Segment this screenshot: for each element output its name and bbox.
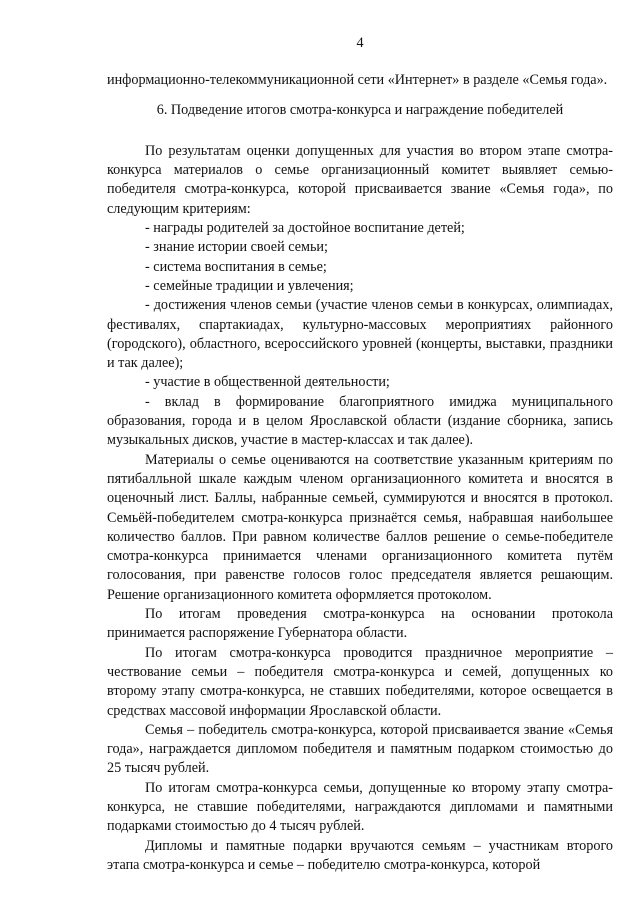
criteria-list <box>107 219 613 451</box>
paragraph-winner: Семья – победитель смотра-конкурса, которой присваивается звание «Семья года», награждается дипломом победителя и памятным подарком стоимостью до 25 тысяч рублей. <box>107 721 613 777</box>
paragraph-participants: По итогам смотра-конкурса семьи, допущенные ко второму этапу смотра-конкурса, не ставшие победителями, награждаются дипломами и памятными подарками стоимостью до 4 тысяч рублей. <box>107 779 613 835</box>
criteria-item: - система воспитания в семье; <box>145 258 327 275</box>
criteria-item: - достижения членов семьи (участие членов семьи в конкурсах, олимпиадах, фестивалях, спартакиадах, культурно-массовых мероприятиях районного (городского), областного, всероссийского уровней (концерты, выставки, праздники и так далее); <box>107 297 613 372</box>
paragraph-event: По итогам смотра-конкурса проводится праздничное мероприятие – чествование семьи – победителя смотра-конкурса и семей, допущенных ко второму этапу смотра-конкурса, не ставших победителями, которое освещается в средствах массовой информации Ярославской области. <box>107 644 613 719</box>
criteria-item: - семейные традиции и увлечения; <box>145 277 354 294</box>
criteria-item: - участие в общественной деятельности; <box>145 374 390 391</box>
criteria-item: - знание истории своей семьи; <box>145 239 328 256</box>
criteria-item: - награды родителей за достойное воспитание детей; <box>145 220 465 237</box>
criteria-item: - вклад в формирование благоприятного имиджа муниципального образования, города и в целом Ярославской области (издание сборника, запись музыкальных дисков, участие в мастер-классах и так далее). <box>107 393 613 449</box>
paragraph-criteria-intro: По результатам оценки допущенных для участия во втором этапе смотра-конкурса материалов о семье организационный комитет выявляет семью-победителя смотра-конкурса, которой присваивается звание «Семья года», по следующим критериям: <box>107 142 613 217</box>
document-page <box>107 34 613 875</box>
paragraph-order: По итогам проведения смотра-конкурса на основании протокола принимается распоряжение Губернатора области. <box>107 606 613 642</box>
page-number: 4 <box>356 35 364 51</box>
paragraph-evaluation: Материалы о семье оцениваются на соответствие указанным критериям по пятибалльной шкале каждым членом организационного комитета и вносятся в оценочный лист. Баллы, набранные семьей, суммируются и вносятся в протокол. Семьёй-победителем смотра-конкурса признаётся семья, набравшая наибольшее количество баллов. При равном количестве баллов решение о семье-победителе смотра-конкурса принимается членами организационного комитета путём голосования, при равенстве голосов голос председателя является решающим. Решение организационного комитета оформляется протоколом. <box>107 451 613 603</box>
paragraph-delivery: Дипломы и памятные подарки вручаются семьям – участникам второго этапа смотра-конкурса и семье – победителю смотра-конкурса, которой <box>107 837 613 873</box>
section-title: 6. Подведение итогов смотра-конкурса и награждение победителей <box>156 101 564 118</box>
intro-continuation: информационно-телекоммуникационной сети «Интернет» в разделе «Семья года». <box>107 72 608 89</box>
